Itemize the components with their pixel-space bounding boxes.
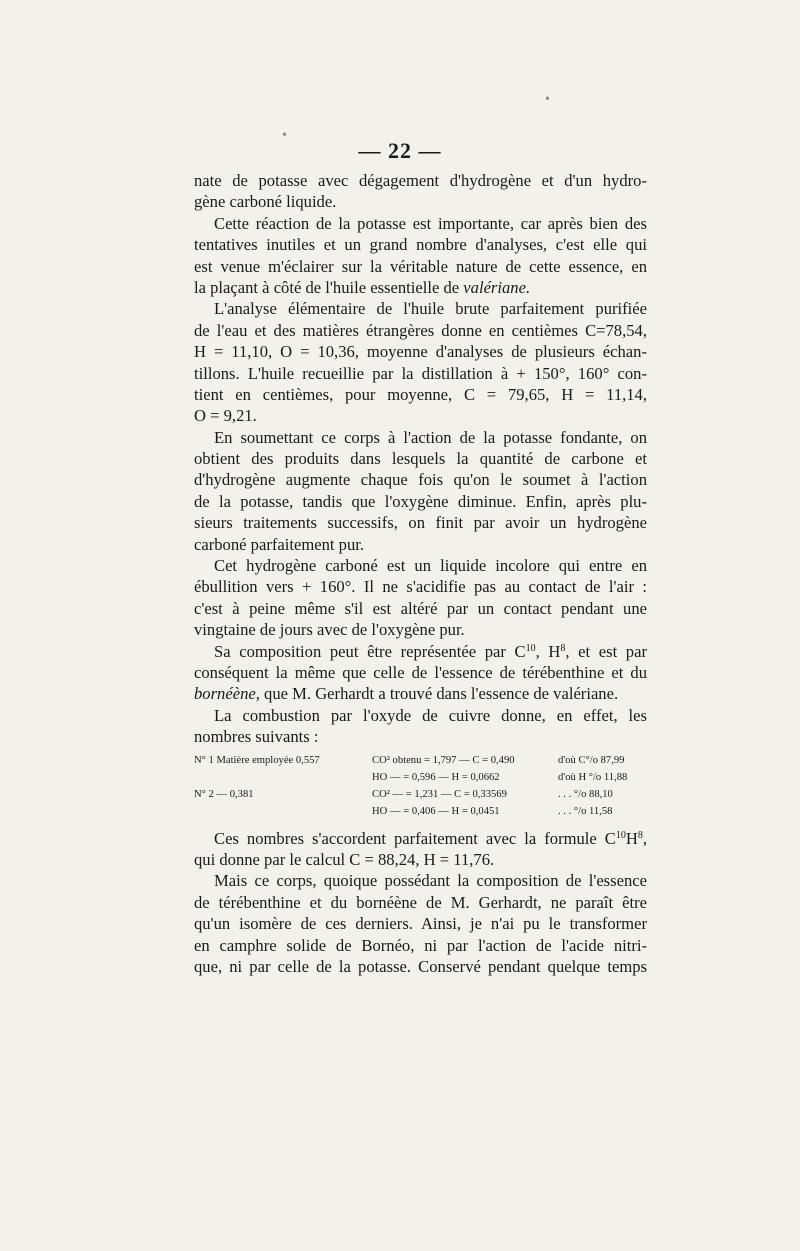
text-fragment: H	[625, 828, 638, 848]
text-line: c'est à peine même s'il est altéré par un contact pendant une	[194, 598, 647, 618]
text-line: tillons. L'huile recueillie par la distillation à + 150°, 160° con-	[194, 363, 647, 383]
italic-term: valériane.	[463, 277, 531, 297]
paragraph-3	[194, 298, 647, 426]
text-fragment: que M. Gerhardt a trouvé dans l'essence de valériane.	[259, 684, 619, 704]
superscript: 8	[560, 642, 566, 654]
text-line: tentatives inutiles et un grand nombre d'analyses, c'est elle qui	[194, 235, 647, 255]
text-line: ébullition vers + 160°. Il ne s'acidifie pas au contact de l'air :	[194, 577, 647, 597]
text-line: nombres suivants :	[194, 727, 319, 747]
text-line: conséquent la même que celle de l'essence de térébenthine et du	[194, 662, 647, 682]
paragraph-2	[194, 213, 647, 299]
text-line: gène carboné liquide.	[194, 192, 337, 212]
text-fragment: la plaçant à côté de l'huile essentielle de	[194, 277, 464, 297]
table-cell: HO — = 0,406 — H = 0,0451	[372, 805, 500, 817]
text-line: L'analyse élémentaire de l'huile brute parfaitement purifiée	[214, 299, 647, 319]
superscript: 8	[637, 829, 643, 841]
text-line	[194, 683, 647, 704]
italic-term: bornéène,	[194, 684, 260, 704]
table-row	[194, 769, 647, 786]
table-row	[194, 786, 647, 803]
page-number: — 22 —	[358, 138, 442, 163]
text-line: de térébenthine et du bornéène de M. Gerhardt, ne paraît être	[194, 892, 647, 912]
text-line	[194, 277, 647, 298]
table-cell: HO — = 0,596 — H = 0,0662	[372, 771, 500, 783]
paragraph-7	[194, 705, 647, 748]
text-fragment: Ces nombres s'accordent parfaitement avec la formule C	[214, 828, 616, 848]
text-line: de l'eau et des matières étrangères donne en centièmes C=78,54,	[194, 320, 647, 340]
text-line: que, ni par celle de la potasse. Conservé pendant quelque temps	[194, 956, 647, 976]
text-line: est venue m'éclairer sur la véritable nature de cette essence, en	[194, 256, 647, 276]
text-line	[194, 828, 647, 849]
text-line: La combustion par l'oxyde de cuivre donne, en effet, les	[214, 705, 647, 725]
paragraph-8	[194, 828, 647, 871]
text-line: qui donne par le calcul C = 88,24, H = 11,76.	[194, 849, 495, 869]
text-line: Cet hydrogène carboné est un liquide incolore qui entre en	[214, 556, 647, 576]
text-line: nate de potasse avec dégagement d'hydrogène et d'un hydro-	[194, 171, 647, 190]
text-line: H = 11,10, O = 10,36, moyenne d'analyses de plusieurs échan-	[194, 342, 647, 362]
text-line: obtient des produits dans lesquels la quantité de carbone et	[194, 449, 647, 469]
table-cell: CO² — = 1,231 — C = 0,33569	[372, 788, 507, 800]
text-line: sieurs traitements successifs, on finit par avoir un hydrogène	[194, 513, 647, 533]
paragraph-4	[194, 427, 647, 555]
text-line: d'hydrogène augmente chaque fois qu'on le soumet à l'action	[194, 470, 647, 490]
combustion-table	[194, 752, 647, 822]
table-row	[194, 752, 647, 769]
text-line: En soumettant ce corps à l'action de la potasse fondante, on	[214, 427, 647, 447]
table-cell: CO² obtenu = 1,797 — C = 0,490	[372, 754, 515, 766]
text-fragment: Sa composition peut être représentée par C	[214, 641, 526, 661]
superscript: 10	[615, 829, 626, 841]
text-line: Cette réaction de la potasse est importante, car après bien des	[214, 213, 647, 233]
text-line: tient en centièmes, pour moyenne, C = 79,65, H = 11,14,	[194, 384, 647, 404]
table-cell: N° 1 Matière employée 0,557	[194, 754, 320, 766]
text-line: O = 9,21.	[194, 406, 257, 426]
corner-mark-2: •	[282, 128, 287, 143]
paragraph-1	[194, 170, 647, 213]
text-line: de la potasse, tandis que l'oxygène diminue. Enfin, après plu-	[194, 491, 647, 511]
paragraph-6	[194, 641, 647, 705]
text-line	[194, 641, 647, 662]
text-line: en camphre solide de Bornéo, ni par l'action de l'acide nitri-	[194, 935, 647, 955]
text-fragment: , et est par	[565, 641, 647, 661]
paragraph-9	[194, 870, 647, 977]
table-cell: d'où C°/o 87,99	[558, 754, 625, 766]
text-fragment: , H	[535, 641, 561, 661]
body-text	[194, 170, 647, 977]
superscript: 10	[525, 642, 536, 654]
table-cell: . . . °/o 11,58	[558, 805, 613, 817]
text-line: qu'un isomère de ces derniers. Ainsi, je n'ai pu le transformer	[194, 914, 647, 934]
text-fragment: ,	[642, 828, 647, 848]
table-cell: d'où H °/o 11,88	[558, 771, 628, 783]
table-cell: . . . °/o 88,10	[558, 788, 613, 800]
text-line: vingtaine de jours avec de l'oxygène pur.	[194, 620, 465, 640]
table-cell: N° 2 — 0,381	[194, 788, 254, 800]
table-row	[194, 803, 647, 820]
corner-mark: •	[545, 92, 550, 107]
text-line: carboné parfaitement pur.	[194, 534, 365, 554]
paragraph-5	[194, 555, 647, 641]
text-line: Mais ce corps, quoique possédant la composition de l'essence	[214, 871, 647, 891]
